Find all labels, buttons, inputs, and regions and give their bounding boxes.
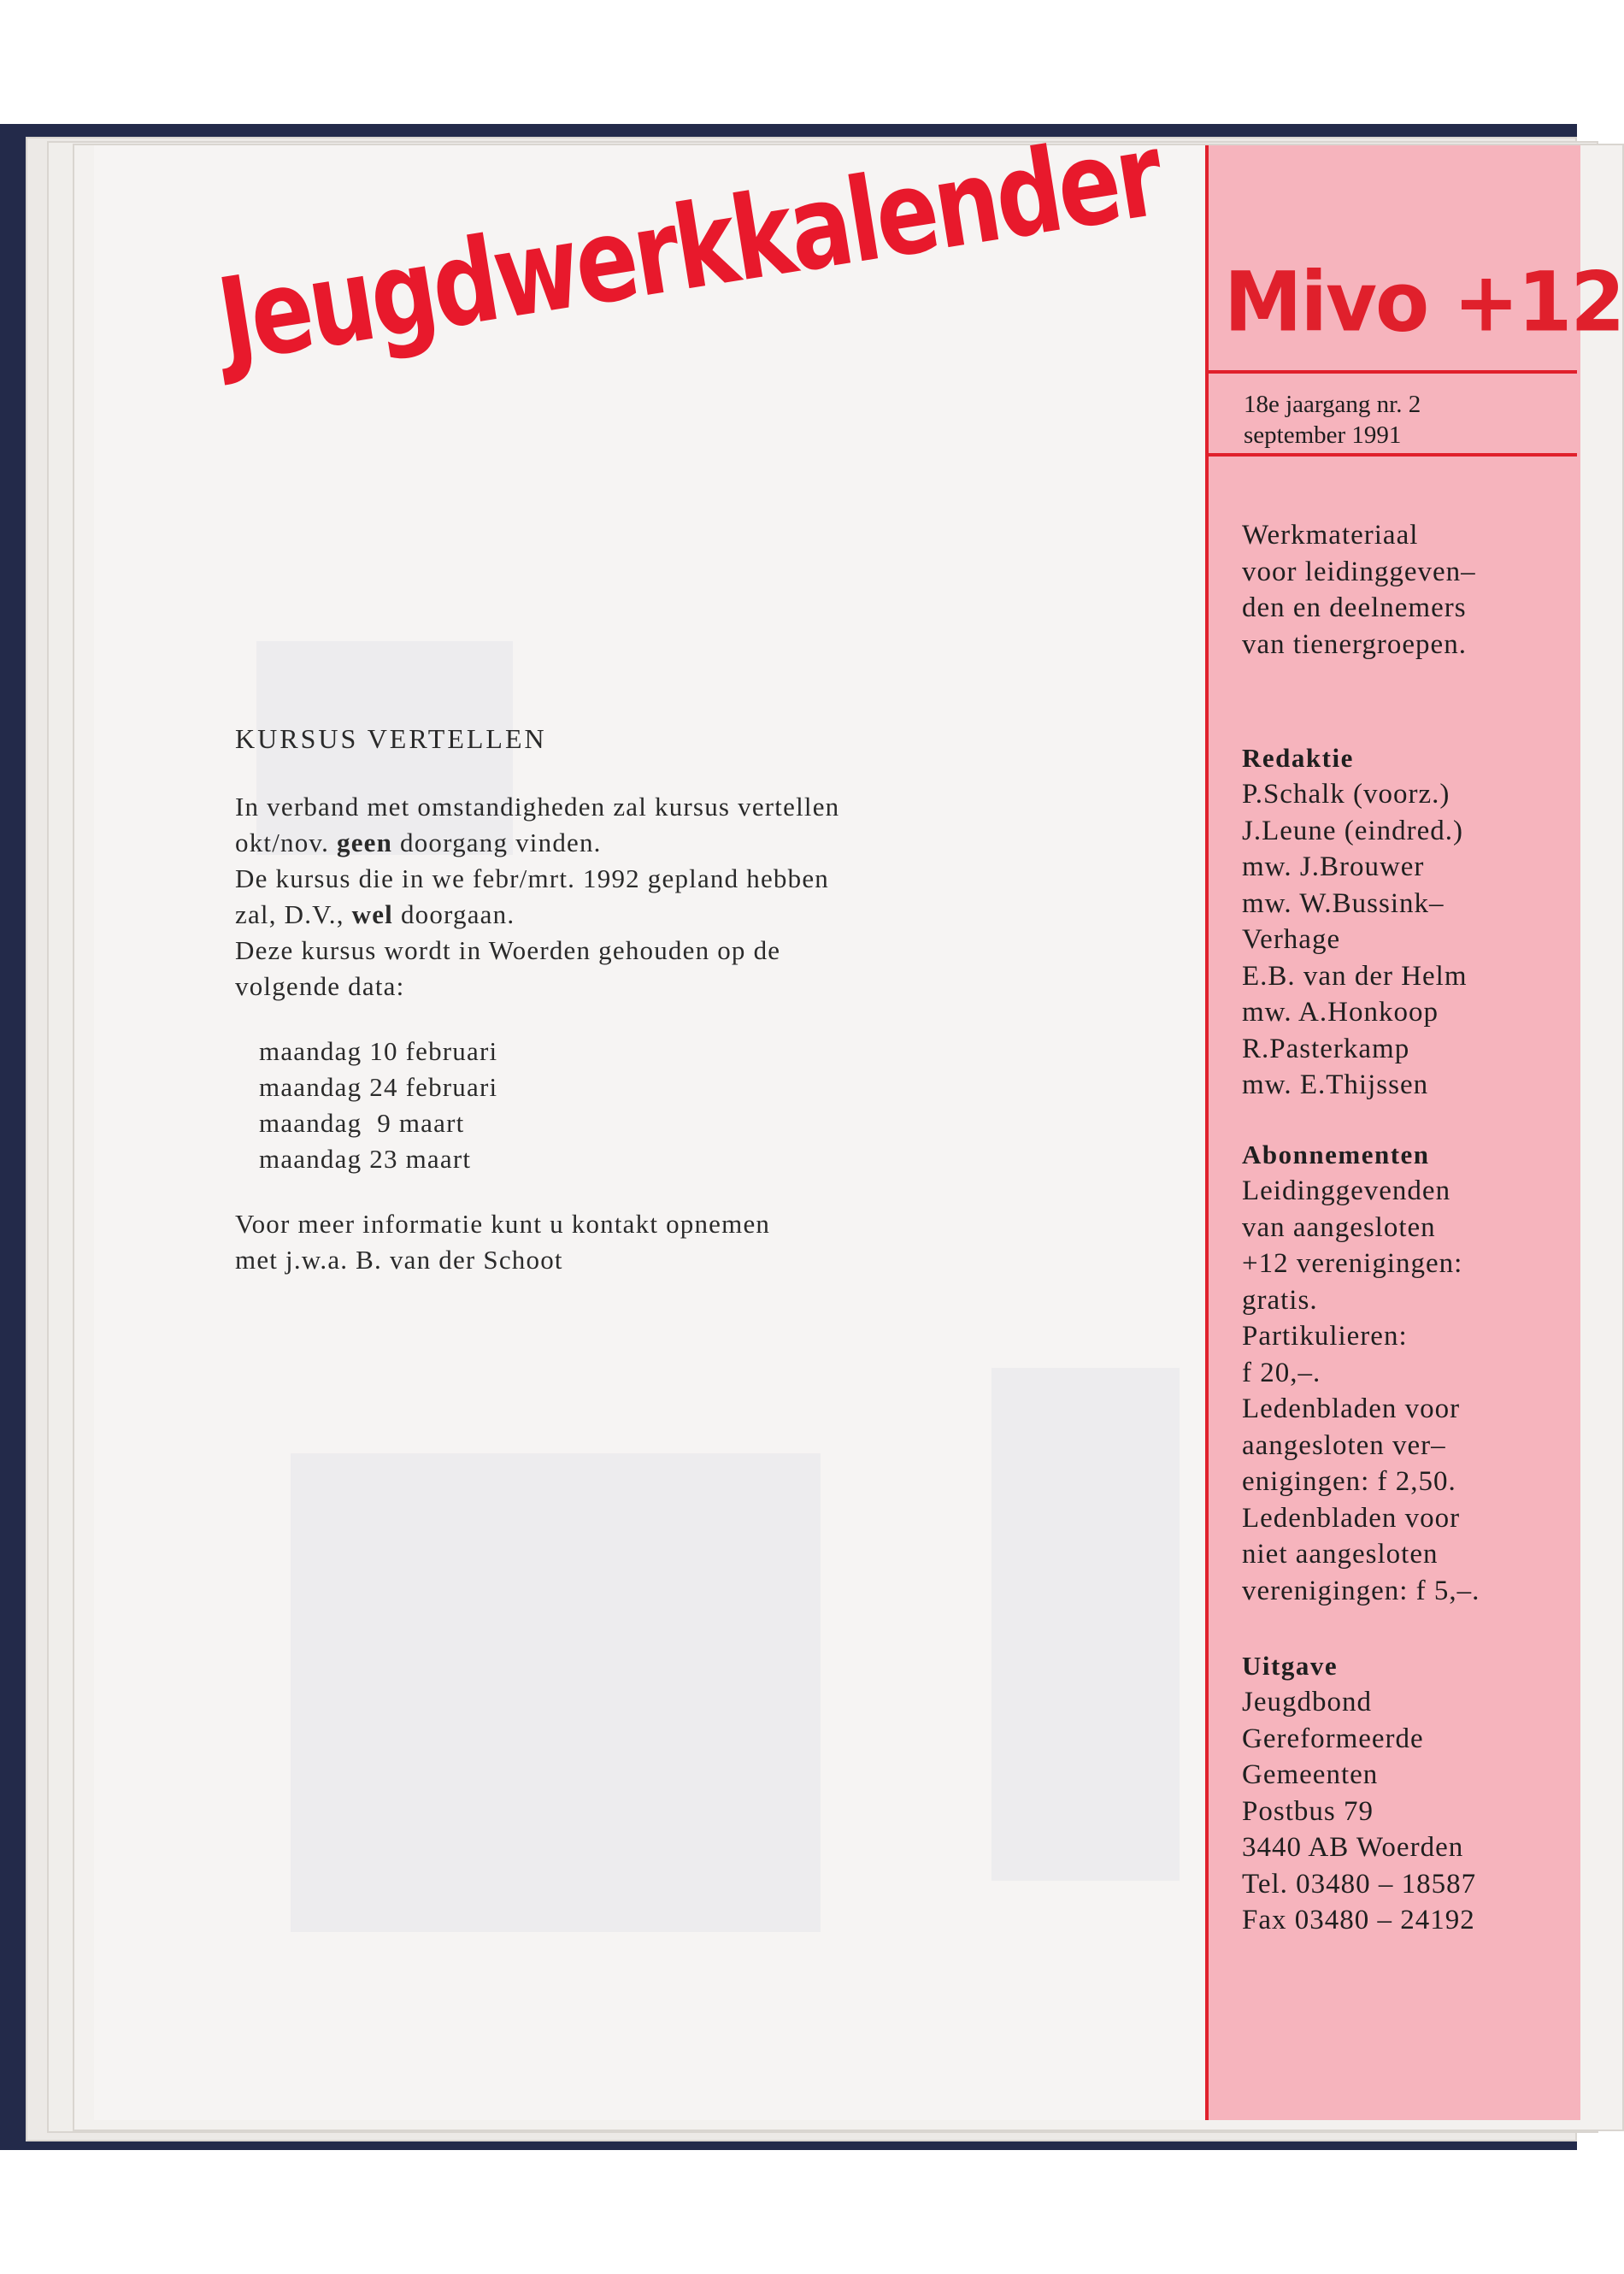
text-line: gratis. (1242, 1284, 1318, 1316)
redaktie-block (1242, 740, 1575, 1104)
text-line: voor leidinggeven– (1242, 556, 1476, 587)
date-item: maandag 23 maart (259, 1144, 472, 1174)
article-paragraph (235, 789, 1021, 1004)
text-line: Jeugdbond (1242, 1687, 1372, 1717)
text-line: okt/nov. (235, 828, 330, 857)
date-item: maandag 10 februari (259, 1036, 498, 1066)
uitgave-block (1242, 1648, 1575, 1939)
text-line: van aangesloten (1242, 1211, 1436, 1243)
abonnementen-block (1242, 1137, 1575, 1609)
jeugdwerkkalender-logo: Jeugdwerkkalender (209, 108, 1169, 389)
text-line: +12 verenigingen: (1242, 1248, 1463, 1279)
date-item: maandag 24 februari (259, 1072, 498, 1102)
text-line: verenigingen: f 5,–. (1242, 1575, 1480, 1606)
text-line: doorgaan. (400, 899, 515, 929)
section-heading: Redaktie (1242, 743, 1354, 773)
text-line: Ledenbladen voor (1242, 1393, 1461, 1424)
emphasis-geen: geen (337, 828, 393, 857)
text-line: doorgang vinden. (400, 828, 602, 857)
issue-info (1244, 389, 1421, 451)
bleed-through (291, 1453, 821, 1932)
sidebar-rule (1209, 453, 1577, 457)
text-line: De kursus die in we febr/mrt. 1992 gepland hebben (235, 863, 829, 893)
text-line: f 20,–. (1242, 1357, 1321, 1388)
text-line: E.B. van der Helm (1242, 960, 1468, 992)
section-heading: Abonnementen (1242, 1140, 1430, 1169)
text-line: mw. E.Thijssen (1242, 1069, 1429, 1100)
text-line: J.Leune (eindred.) (1242, 815, 1463, 846)
date-list (259, 1034, 1021, 1177)
text-line: Verhage (1242, 924, 1341, 955)
section-heading: Uitgave (1242, 1651, 1339, 1681)
closing-paragraph (235, 1206, 1021, 1278)
jaargang: 18e jaargang nr. 2 (1244, 391, 1421, 418)
text-line: Voor meer informatie kunt u kontakt opnemen (235, 1209, 771, 1239)
text-line: Gemeenten (1242, 1759, 1379, 1790)
text-line: P.Schalk (voorz.) (1242, 779, 1450, 810)
text-line: met j.w.a. B. van der Schoot (235, 1245, 563, 1275)
emphasis-wel: wel (351, 899, 393, 929)
text-line: R.Pasterkamp (1242, 1033, 1410, 1064)
text-line: enigingen: f 2,50. (1242, 1466, 1456, 1497)
text-line: aangesloten ver– (1242, 1429, 1446, 1461)
text-line: Deze kursus wordt in Woerden gehouden op de (235, 935, 781, 965)
text-line: den en deelnemers (1242, 592, 1467, 623)
text-line: Leidinggevenden (1242, 1175, 1451, 1206)
intro-block (1242, 517, 1575, 663)
text-line: zal, D.V., (235, 899, 344, 929)
text-line: 3440 AB Woerden (1242, 1832, 1464, 1863)
mivo-logo: Mivo +12 (1224, 254, 1624, 351)
sidebar-rule (1209, 370, 1577, 374)
text-line: In verband met omstandigheden zal kursus vertellen (235, 792, 840, 822)
bleed-through (991, 1368, 1180, 1881)
text-line: Tel. 03480 – 18587 (1242, 1868, 1477, 1900)
kursus-article (235, 723, 1021, 1278)
text-line: Partikulieren: (1242, 1321, 1408, 1352)
article-heading: KURSUS VERTELLEN (235, 723, 547, 754)
text-line: mw. W.Bussink– (1242, 887, 1445, 919)
text-line: Fax 03480 – 24192 (1242, 1905, 1475, 1935)
text-line: Ledenbladen voor (1242, 1502, 1461, 1534)
date-item: maandag 9 maart (259, 1108, 465, 1138)
issue-date: september 1991 (1244, 421, 1402, 449)
text-line: mw. A.Honkoop (1242, 997, 1439, 1028)
text-line: Postbus 79 (1242, 1795, 1374, 1827)
text-line: volgende data: (235, 971, 405, 1001)
text-line: niet aangesloten (1242, 1539, 1439, 1570)
text-line: Gereformeerde (1242, 1723, 1424, 1754)
text-line: van tienergroepen. (1242, 628, 1467, 660)
text-line: Werkmateriaal (1242, 520, 1419, 551)
text-line: mw. J.Brouwer (1242, 851, 1425, 882)
